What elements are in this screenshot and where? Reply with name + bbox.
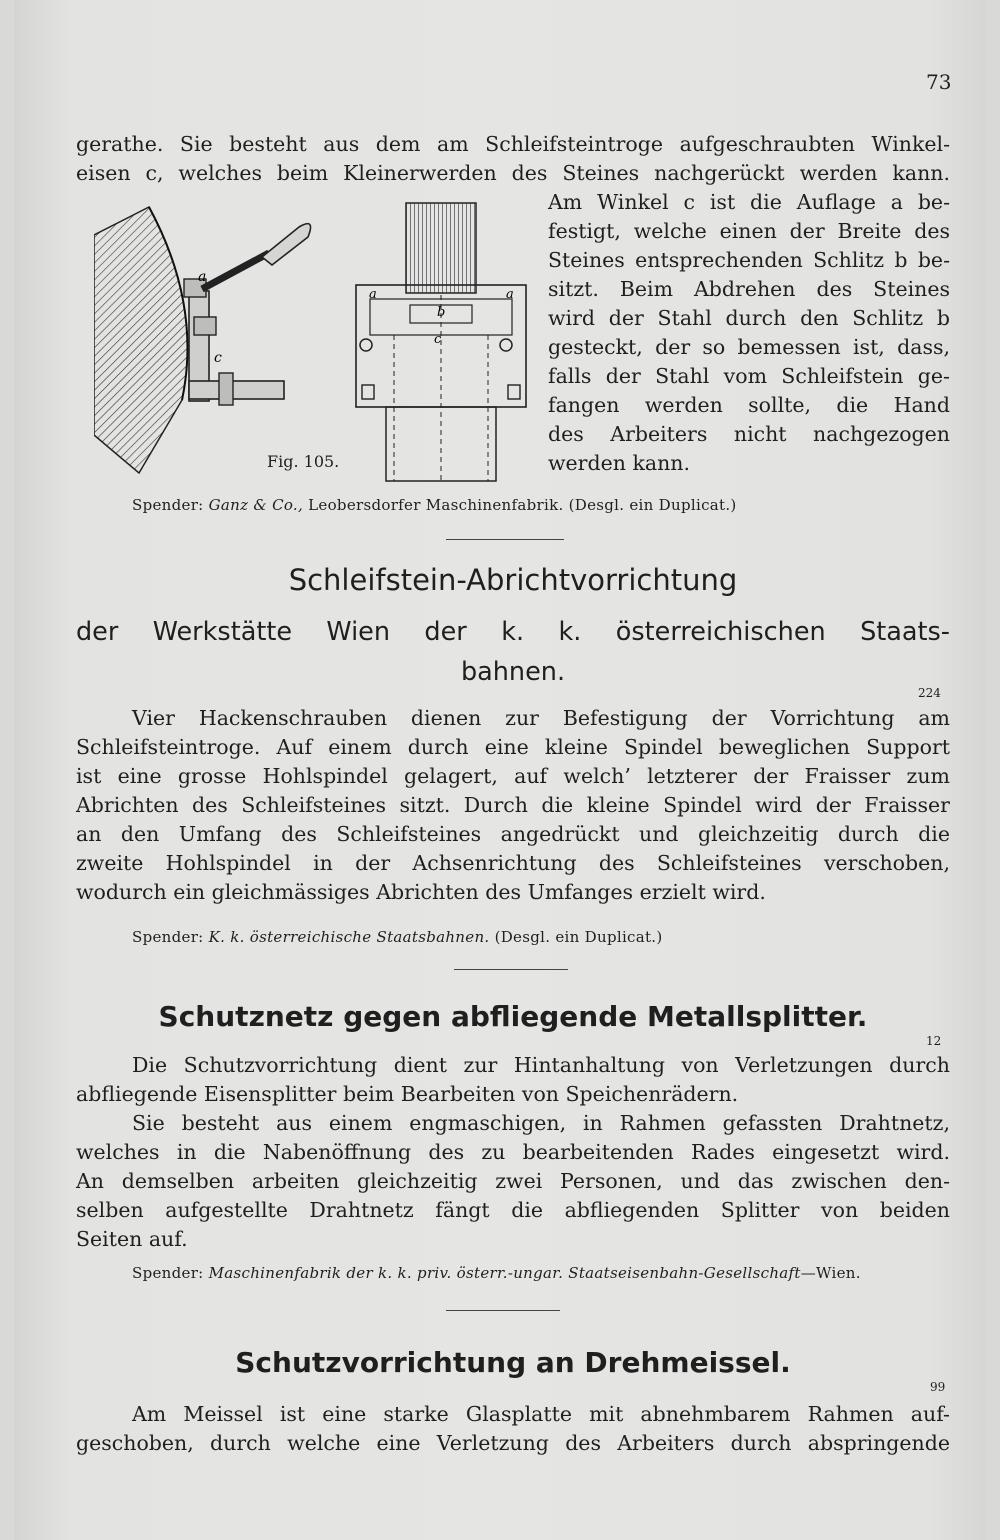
body-last-line: wodurch ein gleichmässiges Abrichten des Umfanges erzielt wird. [76, 880, 766, 904]
label-a-right-1: a [369, 287, 377, 302]
inventory-number: 224 [918, 686, 941, 700]
section-2-body [76, 1051, 950, 1254]
divider [454, 969, 568, 970]
donor-prefix: Spender: [132, 1264, 204, 1282]
body-line: Die Schutzvorrichtung dient zur Hintanhaltung von Verletzungen durch [132, 1053, 950, 1077]
body-line: welches in die Nabenöffnung des zu bearbeitenden Rades eingesetzt wird. [76, 1140, 950, 1164]
wrap-line: festigt, welche einen der Breite des [548, 219, 950, 243]
intro-line-1: gerathe. Sie besteht aus dem am Schleifsteintroge aufgeschraubten Winkel- [76, 132, 950, 156]
wrap-line: wird der Stahl durch den Schlitz b [548, 306, 950, 330]
label-c-left: c [214, 350, 222, 366]
inventory-number: 99 [930, 1380, 946, 1394]
body-line: abfliegende Eisensplitter beim Bearbeiten von Speichenrädern. [76, 1082, 739, 1106]
body-line: Am Meissel ist eine starke Glasplatte mit abnehmbarem Rahmen auf- [132, 1402, 950, 1426]
body-line: ist eine grosse Hohlspindel gelagert, auf welch’ letzterer der Fraisser zum [76, 764, 950, 788]
body-last-line: Seiten auf. [76, 1227, 188, 1251]
wrap-line: Steines entsprechenden Schlitz b be- [548, 248, 950, 272]
section-title: Schutzvorrichtung an Drehmeissel. [235, 1346, 791, 1379]
label-a-left: a [198, 269, 207, 285]
figure-105-drawing [94, 195, 544, 485]
page-number: 73 [926, 70, 952, 94]
wrap-line: des Arbeiters nicht nachgezogen [548, 422, 950, 446]
donor-rest: (Desgl. ein Duplicat.) [494, 928, 663, 946]
wrap-line: Am Winkel c ist die Auflage a be- [548, 190, 950, 214]
wrap-line: falls der Stahl vom Schleifstein ge- [548, 364, 950, 388]
body-line: geschoben, durch welche eine Verletzung des Arbeiters durch abspringende [76, 1431, 950, 1455]
label-b: b [437, 305, 446, 320]
body-line: Sie besteht aus einem engmaschigen, in Rahmen gefassten Drahtnetz, [132, 1111, 950, 1135]
inventory-number: 12 [926, 1034, 942, 1048]
wrap-last-line: werden kann. [548, 451, 691, 475]
donor-name: K. k. österreichische Staatsbahnen. [208, 928, 490, 946]
donor-rest: —Wien. [800, 1264, 861, 1282]
body-line: zweite Hohlspindel in der Achsenrichtung des Schleifsteines verschoben, [76, 851, 950, 875]
donor-prefix: Spender: [132, 496, 204, 514]
donor-line-2 [132, 928, 952, 946]
body-line: Abrichten des Schleifsteines sitzt. Durch die kleine Spindel wird der Fraisser [76, 793, 950, 817]
intro-line-2: eisen c, welches beim Kleinerwerden des Steines nachgerückt werden kann. [76, 161, 950, 185]
wrap-line: gesteckt, der so bemessen ist, dass, [548, 335, 950, 359]
section-3-body [76, 1400, 950, 1458]
section-title: Schutznetz gegen abfliegende Metallsplitter. [158, 1000, 868, 1033]
donor-name: Maschinenfabrik der k. k. priv. österr.-ungar. Staatseisenbahn-Gesellschaft [208, 1264, 801, 1282]
donor-line-1 [132, 496, 952, 514]
body-line: selben aufgestellte Drahtnetz fängt die abfliegenden Splitter von beiden [76, 1198, 950, 1222]
donor-line-3 [132, 1264, 962, 1282]
section-1-body [76, 704, 950, 907]
figure-caption: Fig. 105. [267, 452, 340, 471]
donor-rest: Leobersdorfer Maschinenfabrik. (Desgl. ein Duplicat.) [308, 496, 737, 514]
donor-name: Ganz & Co., [208, 496, 304, 514]
section-title: Schleifstein-Abrichtvorrichtung [288, 563, 738, 597]
label-c-right: c [434, 332, 442, 347]
wrap-line: fangen werden sollte, die Hand [548, 393, 950, 417]
body-line: An demselben arbeiten gleichzeitig zwei Personen, und das zwischen den- [76, 1169, 950, 1193]
divider [446, 1310, 560, 1311]
body-line: Schleifsteintroge. Auf einem durch eine kleine Spindel beweglichen Support [76, 735, 950, 759]
divider [446, 539, 564, 540]
body-line: an den Umfang des Schleifsteines angedrückt und gleichzeitig durch die [76, 822, 950, 846]
intro-wrap-text [548, 188, 950, 478]
section-title-line-3: bahnen. [460, 657, 566, 687]
section-title-line-2: der Werkstätte Wien der k. k. österreichischen Staats- [76, 617, 950, 647]
body-line: Vier Hackenschrauben dienen zur Befestigung der Vorrichtung am [132, 706, 950, 730]
label-a-right-2: a [506, 287, 514, 302]
wrap-line: sitzt. Beim Abdrehen des Steines [548, 277, 950, 301]
book-page [14, 0, 986, 1540]
donor-prefix: Spender: [132, 928, 204, 946]
